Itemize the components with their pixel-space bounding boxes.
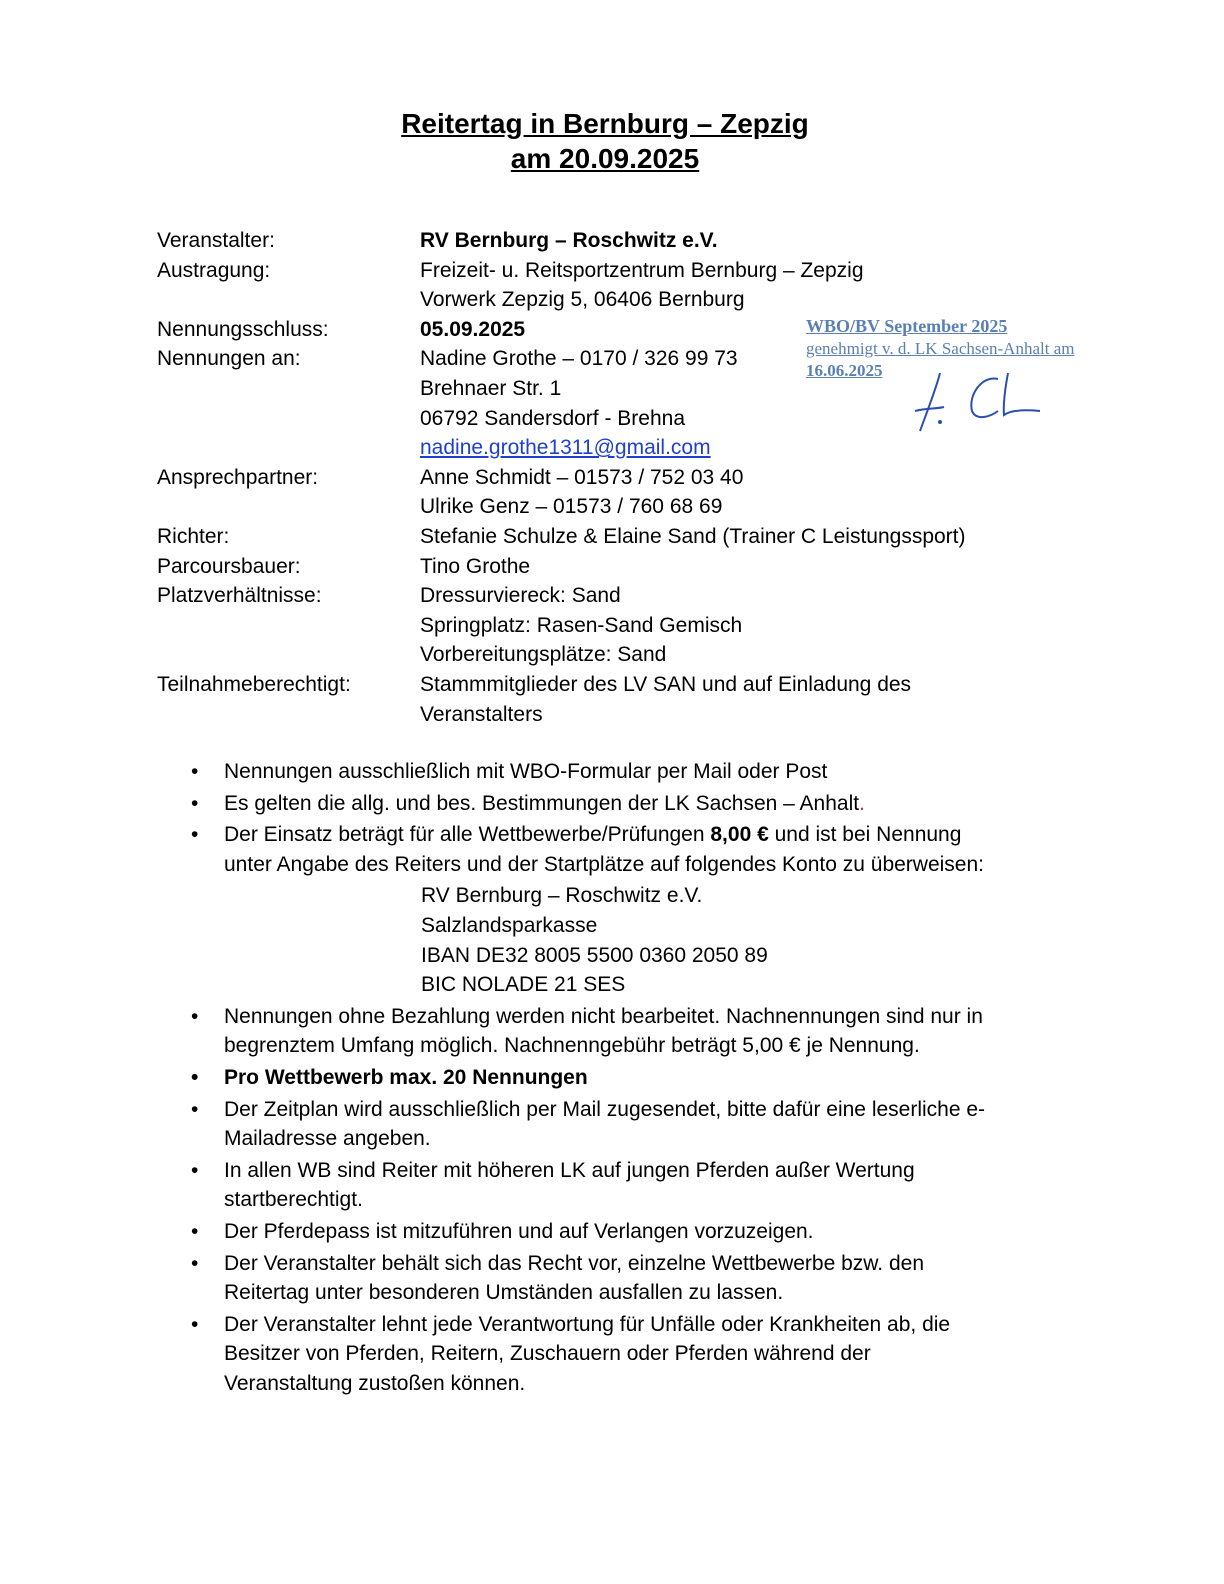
list-item-text: Pro Wettbewerb max. 20 Nennungen [224,1065,588,1089]
list-item [157,820,1057,879]
list-item-text: Veranstaltung zustoßen können. [224,1371,526,1395]
info-value: 05.09.2025 [420,317,526,341]
list-item-text: Nennungen ausschließlich mit WBO-Formular per Mail oder Post [224,760,828,783]
page-title [0,106,1210,176]
info-value: Stammmitglieder des LV SAN und auf Einladung des [420,672,912,696]
info-value: Veranstalters [420,702,543,726]
info-value: Stefanie Schulze & Elaine Sand (Trainer C Leistungssport) [420,524,966,548]
account-holder: RV Bernburg – Roschwitz e.V. [421,884,703,908]
signature-icon [910,365,1050,437]
info-label: Nennungsschluss: [157,317,329,341]
info-value: Vorwerk Zepzig 5, 06406 Bernburg [420,288,745,312]
list-item-text: Mailadresse angeben. [224,1127,431,1151]
bic: BIC NOLADE 21 SES [421,973,626,997]
info-label: Richter: [157,524,230,548]
list-item [157,1249,1057,1308]
stamp-line-1: WBO/BV September 2025 [806,316,1008,336]
info-value: Nadine Grothe – 0170 / 326 99 73 [420,347,738,371]
title-line-2: am 20.09.2025 [510,143,700,174]
list-item [157,1156,1057,1215]
list-item-text: und ist bei Nennung [768,823,962,847]
list-item-text: startberechtigt. [224,1188,363,1212]
info-label: Ansprechpartner: [157,465,319,489]
info-row-austragung [157,256,1020,315]
list-item-text: • Der Veranstalter behält sich das Recht vor, einzelne Wettbewerbe bzw. den [224,1251,925,1275]
title-line-1: Reitertag in Bernburg – Zepzig [401,108,809,139]
info-label: Veranstalter: [157,229,275,252]
info-value: Ulrike Genz – 01573 / 760 68 69 [420,495,723,519]
info-label: Parcoursbauer: [157,554,301,578]
list-item-text: Der Pferdepass ist mitzuführen und auf Verlangen vorzuzeigen. [224,1219,814,1243]
list-item-text: Reitertag unter besonderen Umständen ausfallen zu lassen. [224,1281,784,1305]
info-value: 06792 Sandersdorf - Brehna [420,406,686,430]
info-row-parcoursbauer [157,552,1020,582]
list-item-text: unter Angabe des Reiters und der Startplätze auf folgendes Konto zu überweisen: [224,852,984,876]
list-item [157,757,1057,787]
bank-name: Salzlandsparkasse [421,913,598,937]
info-row-ansprechpartner [157,463,1020,522]
iban: IBAN DE32 8005 5500 0360 2050 89 [421,943,768,967]
info-row-veranstalter [157,226,1020,256]
info-row-teilnahmeberechtigt [157,670,1020,729]
list-item-text: Der Einsatz beträgt für alle Wettbewerbe/Prüfungen [224,823,711,847]
list-item-text: • Nennungen ohne Bezahlung werden nicht bearbeitet. Nachnennungen sind nur in [224,1004,983,1028]
list-item [157,1217,1057,1247]
info-value: Dressurviereck: Sand [420,584,621,608]
list-item [157,1095,1057,1154]
info-value: Anne Schmidt – 01573 / 752 03 40 [420,465,744,489]
list-item [157,1063,1057,1093]
info-label: Platzverhältnisse: [157,584,322,608]
event-info [157,226,1020,729]
rules-list [157,757,1057,1400]
list-item [157,789,1057,819]
info-label: Austragung: [157,258,271,282]
list-item-text: • Der Zeitplan wird ausschließlich per Mail zugesendet, bitte dafür eine leserliche e- [224,1097,986,1121]
info-value: Brehnaer Str. 1 [420,376,562,400]
info-label: Nennungen an: [157,347,301,371]
stamp-line-3: 16.06.2025 [806,361,883,380]
info-value: Springplatz: Rasen-Sand Gemisch [420,613,743,637]
list-item [157,1002,1057,1061]
list-item-text: • In allen WB sind Reiter mit höheren LK auf jungen Pferden außer Wertung [224,1158,915,1182]
list-item-text: Besitzer von Pferden, Reitern, Zuschauern oder Pferden während der [224,1342,871,1366]
info-value: Freizeit- u. Reitsportzentrum Bernburg – Zepzig [420,258,864,282]
list-item-text: • Der Veranstalter lehnt jede Verantwortung für Unfälle oder Krankheiten ab, die [224,1312,951,1336]
info-label: Teilnahmeberechtigt: [157,672,351,696]
list-item-text: begrenztem Umfang möglich. Nachnenngebühr beträgt 5,00 € je Nennung. [224,1034,920,1058]
list-item-text: . [859,791,865,815]
info-row-richter [157,522,1020,552]
info-row-platzverhaeltnisse [157,581,1020,670]
list-item [157,1310,1057,1399]
info-value: RV Bernburg – Roschwitz e.V. [420,229,718,252]
info-value: Vorbereitungsplätze: Sand [420,643,667,667]
stamp-line-2: genehmigt v. d. LK Sachsen-Anhalt am [806,339,1075,358]
bank-account [157,881,1057,999]
email-link[interactable]: nadine.grothe1311@gmail.com [420,436,711,460]
list-item-text: Es gelten die allg. und bes. Bestimmungen der LK Sachsen – Anhalt [224,791,860,815]
info-value: Tino Grothe [420,554,531,578]
fee-amount: 8,00 € [710,823,769,847]
